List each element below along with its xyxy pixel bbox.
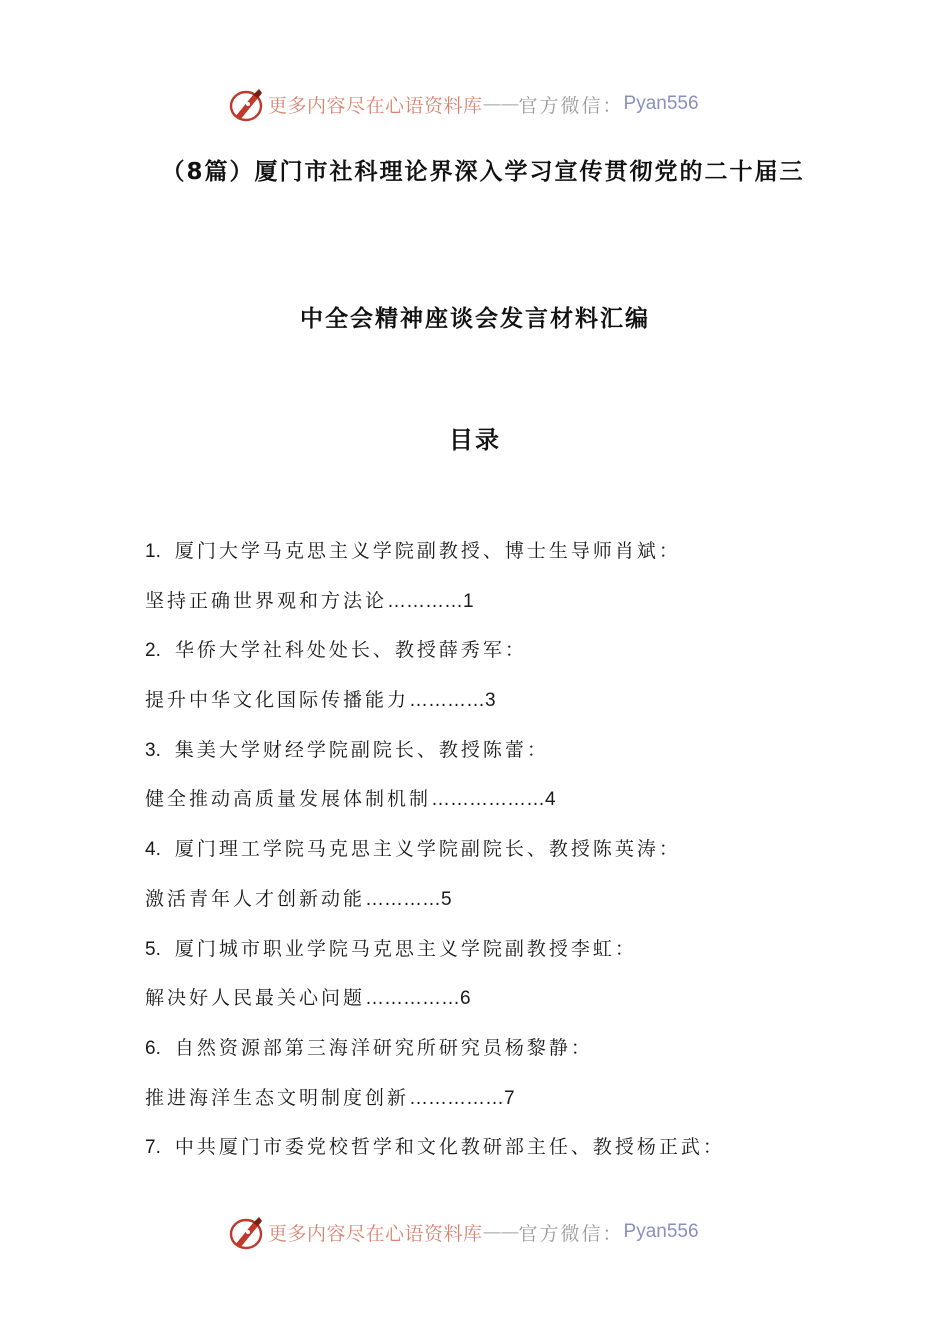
header-banner (226, 82, 699, 126)
banner-separator: —— (482, 93, 519, 115)
document-title-line-1: （8篇）厦门市社科理论界深入学习宣传贯彻党的二十届三 (161, 159, 805, 185)
toc-entry-4-speaker[interactable]: 4. 厦门理工学院马克思主义学院副院长、教授陈英涛： (145, 838, 681, 861)
toc-heading: 目录 (449, 426, 501, 454)
toc-entry-4-topic[interactable]: 激活青年人才创新动能…………5 (145, 887, 452, 910)
table-of-contents (145, 534, 865, 1180)
banner-main-text: 更多内容尽在心语资料库 (268, 94, 483, 117)
toc-entry-5-topic[interactable]: 解决好人民最关心问题……………6 (145, 987, 471, 1010)
toc-entry-6-topic[interactable]: 推进海洋生态文明制度创新……………7 (145, 1086, 515, 1109)
pen-nib-logo-icon (226, 1212, 266, 1252)
toc-entry-1-speaker[interactable]: 1. 厦门大学马克思主义学院副教授、博士生导师肖斌： (145, 540, 681, 562)
page-number: 3 (485, 690, 496, 712)
toc-entry-2-topic[interactable]: 提升中华文化国际传播能力…………3 (145, 689, 496, 712)
toc-entry-7-speaker[interactable]: 7. 中共厦门市委党校哲学和文化教研部主任、教授杨正武： (145, 1136, 725, 1159)
page-number: 4 (545, 789, 556, 811)
banner-main-text: 更多内容尽在心语资料库 (268, 1222, 483, 1245)
toc-entry-5-speaker[interactable]: 5. 厦门城市职业学院马克思主义学院副教授李虹： (145, 937, 637, 960)
toc-entry-1-topic[interactable]: 坚持正确世界观和方法论…………1 (145, 589, 474, 612)
banner-wechat-id: Pyan556 (623, 1221, 699, 1242)
banner-separator: —— (482, 1221, 519, 1243)
banner-wechat-id: Pyan556 (623, 93, 699, 114)
page-number: 1 (463, 590, 474, 612)
toc-entry-3-speaker[interactable]: 3. 集美大学财经学院副院长、教授陈蕾： (145, 738, 549, 761)
pen-nib-logo-icon (226, 84, 266, 124)
toc-entry-6-speaker[interactable]: 6. 自然资源部第三海洋研究所研究员杨黎静： (145, 1036, 593, 1059)
page-number: 6 (460, 988, 471, 1010)
toc-entry-3-topic[interactable]: 健全推动高质量发展体制机制………………4 (145, 788, 556, 811)
page-number: 5 (441, 888, 452, 910)
page-number: 7 (504, 1087, 515, 1109)
footer-banner (226, 1210, 699, 1254)
banner-wechat-label: 官方微信： (518, 1222, 624, 1245)
toc-entry-2-speaker[interactable]: 2. 华侨大学社科处处长、教授薛秀军： (145, 639, 527, 662)
document-title-line-2: 中全会精神座谈会发言材料汇编 (300, 306, 650, 332)
banner-wechat-label: 官方微信： (518, 94, 624, 117)
